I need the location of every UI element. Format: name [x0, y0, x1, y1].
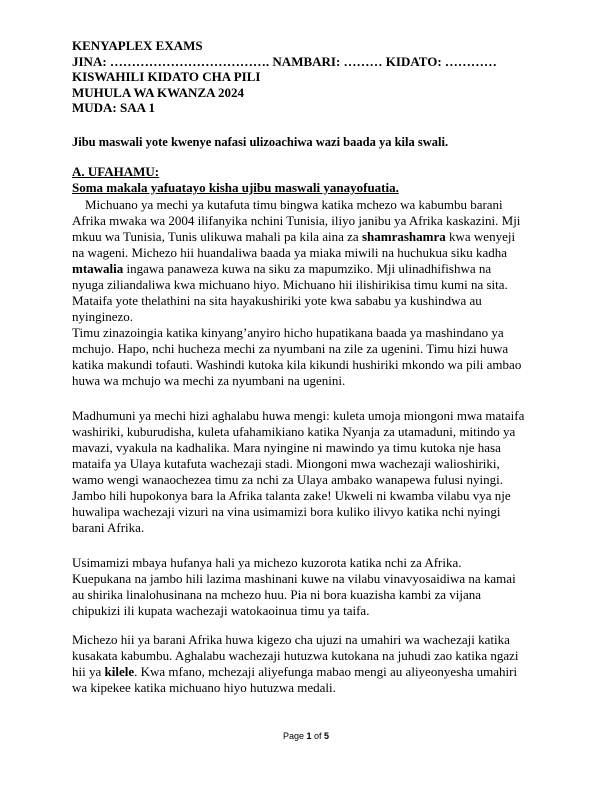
text-line: chipukizi ili kupata wachezaji watokaoinua timu ya taifa.	[72, 603, 370, 618]
text-line: huwalipa wachezaji vizuri na vina usimamizi bora kuliko ilivyo katika nchi nyingi	[72, 504, 501, 519]
text-line: Usimamizi mbaya hufanya hali ya michezo kuzorota katika nchi za Afrika.	[72, 555, 462, 570]
paragraph-3	[72, 555, 550, 619]
text-line: Mataifa yote thelathini na sita hayakushiriki yote kwa sababu ya kushindwa au	[72, 293, 482, 308]
student-fields-line: JINA: ………………………………. NAMBARI: ……… KIDATO: …………	[72, 53, 497, 69]
text-line: na wageni. Michezo hii huandaliwa baada ya miaka miwili na huchukua siku kadha	[72, 245, 507, 260]
exam-header	[72, 38, 497, 116]
section-title: A. UFAHAMU:	[72, 164, 160, 179]
paragraph-1	[72, 197, 550, 389]
paragraph-2	[72, 408, 550, 536]
text-line: katika makundi tofauti. Washindi kutoka kila kikundi hushiriki mkondo wa pili ambao	[72, 357, 522, 372]
bold-word: shamrashamra	[361, 229, 446, 244]
text-line: kusakata kabumbu. Aghalabu wachezaji hutuzwa kutokana na juhudi zao katika ngazi	[72, 648, 519, 663]
page-current: 1	[306, 731, 312, 741]
paragraph-4	[72, 632, 550, 696]
text-line: mchujo. Hapo, nchi hucheza mechi za nyumbani na zile za ugenini. Timu hizi huwa	[72, 341, 509, 356]
text-line: Afrika mwaka wa 2004 ilifanyika nchini Tunisia, iliyo janibu ya Afrika kaskazini. Mji	[72, 213, 521, 228]
text-line: mavazi, vyakula na kadhalika. Mara nyingine ni mawindo ya timu kutoka nje hasa	[72, 440, 501, 455]
section-heading	[72, 164, 399, 195]
text-line: Michuano ya mechi ya kutafuta timu bingwa katika mchezo wa kabumbu barani	[72, 197, 503, 212]
page-word: Page	[282, 731, 304, 741]
school-name: KENYAPLEX EXAMS	[72, 38, 203, 53]
text-line: Timu zinazoingia katika kinyang’anyiro hicho hupatikana baada ya mashindano ya	[72, 325, 504, 340]
term-title: MUHULA WA KWANZA 2024	[72, 84, 245, 100]
text-line: mkuu wa Tunisia, Tunis ulikuwa mahali pa kila aina za shamrashamra kwa wenyeji	[72, 229, 516, 244]
text-line: Jambo hili hupokonya bara la Afrika talanta zake! Ukweli ni kwamba vilabu vya nje	[72, 488, 511, 503]
page-footer	[0, 731, 612, 741]
text-line: washiriki, kuburudisha, kuleta ufahamikiano katika Nyanja za utamaduni, mitindo ya	[72, 424, 516, 439]
instructions-text: Jibu maswali yote kwenye nafasi ulizoachiwa wazi baada ya kila swali.	[72, 135, 449, 149]
text-line: huwa wa mchujo wa mechi za nyumbani na ugenini.	[72, 373, 346, 388]
text-line: nyinginezo.	[72, 309, 134, 324]
text-line: wamo wengi wanaochezea timu za nchi za Ulaya ambako wanapewa fulusi nyingi.	[72, 472, 503, 487]
text-line: Madhumuni ya mechi hizi aghalabu huwa mengi: kuleta umoja miongoni mwa mataifa	[72, 408, 525, 423]
subject-title: KISWAHILI KIDATO CHA PILI	[72, 69, 261, 84]
of-word: of	[314, 731, 322, 741]
text-line: mataifa ya Ulaya kutafuta wachezaji stadi. Miongoni mwa wachezaji walioshiriki,	[72, 456, 500, 471]
bold-word: kilele	[104, 664, 135, 679]
duration-text: MUDA: SAA 1	[72, 100, 156, 115]
text-line: hii ya kilele. Kwa mfano, mchezaji aliyefunga mabao mengi au aliyeonyesha umahiri	[72, 664, 518, 679]
text-line: Michezo hii ya barani Afrika huwa kigezo cha ujuzi na umahiri wa wachezaji katika	[72, 632, 510, 647]
bold-word: mtawalia	[72, 261, 124, 276]
text-line: Kuepukana na jambo hili lazima mashinani kuwe na vilabu vinavyosaidiwa na kamai	[72, 571, 516, 586]
text-line: wa kipekee katika michuano hiyo hutuzwa medali.	[72, 680, 336, 695]
text-line: barani Afrika.	[72, 520, 145, 535]
text-line: au shirika linalohusinana na mchezo huu. Pia ni bora kuazisha kambi za vijana	[72, 587, 482, 602]
text-line: mtawalia ingawa panaweza kuwa na siku za mapumziko. Mji ulinadhifishwa na	[72, 261, 492, 276]
section-subtitle: Soma makala yafuatayo kisha ujibu maswali yanayofuatia.	[72, 179, 399, 195]
text-line: nyuga ziliandaliwa kwa michuano hiyo. Michuano hii ilishirikisa timu kumi na sita.	[72, 277, 508, 292]
page-total: 5	[324, 731, 330, 741]
